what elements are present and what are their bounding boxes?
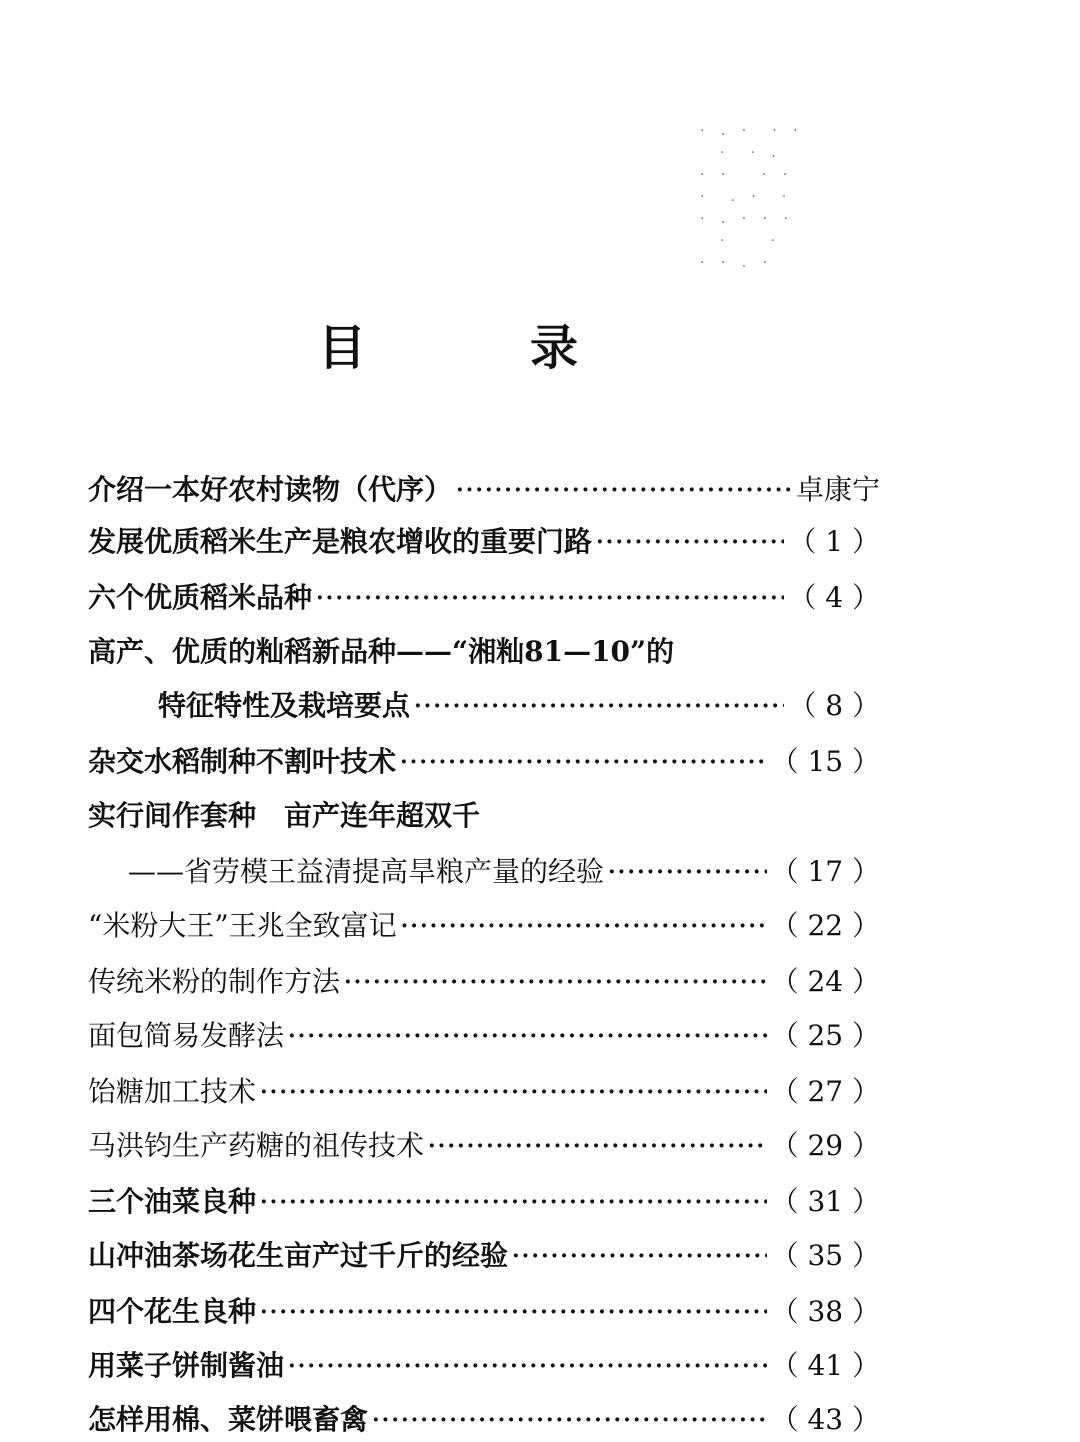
toc-entry <box>88 630 880 674</box>
toc-entry <box>88 1234 880 1278</box>
toc-entry <box>88 1290 880 1334</box>
leader-dots <box>428 1124 767 1168</box>
toc-entry-title: 特征特性及栽培要点 <box>158 689 411 722</box>
toc-entry-page: （ 38 ） <box>770 1295 880 1328</box>
toc-entry-page: （ 4 ） <box>788 581 880 614</box>
leader-dots <box>260 1180 767 1224</box>
toc-entry-title: 三个油菜良种 <box>88 1185 257 1218</box>
toc-entry-title: ——省劳模王益清提高旱粮产量的经验 <box>128 855 605 888</box>
toc-entry <box>88 468 880 512</box>
toc-entry <box>88 1344 880 1388</box>
title-char-1: 目 <box>318 320 367 376</box>
leader-dots <box>400 740 767 784</box>
leader-dots <box>401 904 767 948</box>
toc-entry <box>88 520 880 564</box>
toc-entry-title: 饴糖加工技术 <box>88 1075 257 1108</box>
leader-dots <box>414 684 784 728</box>
toc-entry-title: 发展优质稻米生产是粮农增收的重要门路 <box>88 525 593 558</box>
toc-entry <box>88 960 880 1004</box>
toc-entry-title: 六个优质稻米品种 <box>88 581 313 614</box>
toc-entry-title: 实行间作套种 亩产连年超双千 <box>88 799 481 832</box>
leader-dots <box>288 1014 767 1058</box>
toc-entry <box>88 1070 880 1114</box>
toc-entry-title: 马洪钧生产药糖的祖传技术 <box>88 1129 425 1162</box>
toc-entry-page: （ 35 ） <box>770 1239 880 1272</box>
toc-entry <box>88 1014 880 1058</box>
toc-entry-page: （ 29 ） <box>770 1129 880 1162</box>
toc-entry-page: （ 17 ） <box>770 855 880 888</box>
scan-noise: · . · · · · · . · · · · · . · · · . · · · · · · · . · <box>700 123 804 271</box>
title-char-2: 录 <box>530 320 579 376</box>
toc-entry-title: 介绍一本好农村读物（代序） <box>88 473 453 506</box>
toc-entry-title: 传统米粉的制作方法 <box>88 965 341 998</box>
leader-dots <box>316 576 784 620</box>
page-title <box>0 318 1080 378</box>
leader-dots <box>260 1290 767 1334</box>
toc-entry-title: 面包简易发酵法 <box>88 1019 285 1052</box>
toc-entry <box>88 794 880 838</box>
leader-dots <box>260 1070 767 1114</box>
toc-entry-page: （ 31 ） <box>770 1185 880 1218</box>
toc-entry-title: “米粉大王”王兆全致富记 <box>88 909 397 942</box>
toc-entry <box>88 1180 880 1224</box>
toc-entry <box>88 1398 880 1442</box>
toc-entry-title: 高产、优质的籼稻新品种——“湘籼81—10”的 <box>88 635 675 668</box>
leader-dots <box>456 468 792 512</box>
toc-entry-page: （ 43 ） <box>770 1403 880 1436</box>
leader-dots <box>512 1234 767 1278</box>
toc-entry-page: （ 25 ） <box>770 1019 880 1052</box>
toc-entry-title: 怎样用棉、菜饼喂畜禽 <box>88 1403 369 1436</box>
toc-entry-page: （ 22 ） <box>770 909 880 942</box>
toc-entry <box>88 740 880 784</box>
toc-entry-page: （ 1 ） <box>788 525 880 558</box>
toc-entry <box>128 850 880 894</box>
leader-dots <box>596 520 784 564</box>
toc-entry-page: （ 15 ） <box>770 745 880 778</box>
leader-dots <box>372 1398 767 1442</box>
toc-entry <box>88 576 880 620</box>
toc-entry-page: （ 24 ） <box>770 965 880 998</box>
leader-dots <box>288 1344 767 1388</box>
toc-entry-title: 杂交水稻制种不割叶技术 <box>88 745 397 778</box>
toc-entry-page: （ 27 ） <box>770 1075 880 1108</box>
toc-entry-page: （ 41 ） <box>770 1349 880 1382</box>
toc-entry <box>158 684 880 728</box>
toc-entry <box>88 1124 880 1168</box>
leader-dots <box>344 960 767 1004</box>
toc-entry-title: 用菜子饼制酱油 <box>88 1349 285 1382</box>
toc-entry-title: 四个花生良种 <box>88 1295 257 1328</box>
toc-entry-author: 卓康宁 <box>795 473 880 506</box>
toc-entry-title: 山冲油茶场花生亩产过千斤的经验 <box>88 1239 509 1272</box>
toc-entry <box>88 904 880 948</box>
toc-entry-page: （ 8 ） <box>788 689 880 722</box>
leader-dots <box>608 850 767 894</box>
